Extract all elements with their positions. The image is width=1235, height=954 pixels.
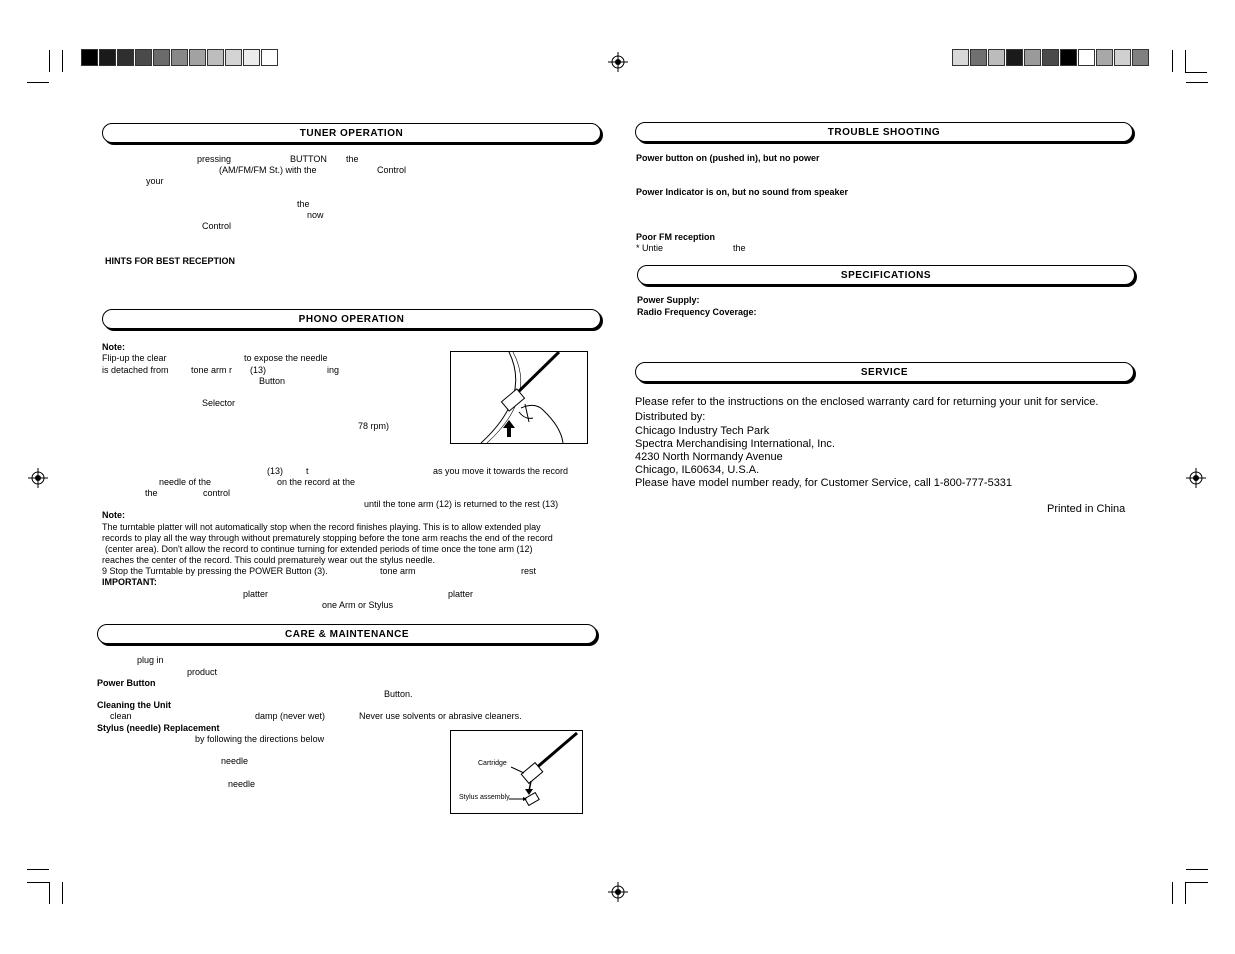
color-swatch <box>952 49 969 66</box>
color-swatch <box>1024 49 1041 66</box>
registration-mark-top <box>608 52 628 72</box>
care-text: needle <box>221 756 249 766</box>
care-text: Never use solvents or abrasive cleaners. <box>359 711 522 721</box>
phono-text: (13) <box>267 466 284 476</box>
tuner-text: Control <box>377 165 407 175</box>
phono-paragraph: reaches the center of the record. This could prematurely wear out the stylus needle. <box>102 555 436 565</box>
color-swatch <box>207 49 224 66</box>
stylus-replacement-heading: Stylus (needle) Replacement <box>97 723 220 733</box>
color-swatch <box>970 49 987 66</box>
tonearm-figure <box>451 352 587 443</box>
service-line: Please have model number ready, for Customer Service, call 1-800-777-5331 <box>635 477 1013 489</box>
phono-text: rest <box>521 566 537 576</box>
service-line: 4230 North Normandy Avenue <box>635 451 783 463</box>
service-line: Distributed by: <box>635 411 706 423</box>
color-swatch <box>1132 49 1149 66</box>
color-swatch <box>171 49 188 66</box>
tuner-text: Control <box>202 221 232 231</box>
care-maintenance-header: CARE & MAINTENANCE <box>97 624 597 644</box>
service-line: Chicago Industry Tech Park <box>635 425 770 437</box>
tuner-text: your <box>146 176 164 186</box>
trouble-text: * Untie <box>636 243 664 253</box>
phono-text: until the tone arm (12) is returned to the rest (13) <box>364 499 559 509</box>
color-swatch <box>189 49 206 66</box>
trouble-item: Power button on (pushed in), but no power <box>636 153 820 163</box>
phono-note-label: Note: <box>102 342 125 352</box>
phono-paragraph: (center area). Don't allow the record to continue turning for extended periods of time once the tone arm (12) <box>105 544 533 554</box>
care-text: clean <box>110 711 132 721</box>
color-swatch <box>1060 49 1077 66</box>
color-swatch <box>153 49 170 66</box>
color-swatch <box>261 49 278 66</box>
phono-text: tone arm r <box>191 365 233 375</box>
trouble-item: Poor FM reception <box>636 232 716 242</box>
phono-text: (13) <box>250 365 267 375</box>
phono-note-label: Note: <box>102 510 125 520</box>
care-text: by following the directions below <box>195 734 325 744</box>
tuner-text: the <box>346 154 359 164</box>
power-button-heading: Power Button <box>97 678 156 688</box>
care-text: plug in <box>137 655 164 665</box>
tuner-text: now <box>307 210 324 220</box>
color-swatch <box>1078 49 1095 66</box>
care-text: needle <box>228 779 256 789</box>
color-swatch <box>117 49 134 66</box>
tonearm-illustration <box>450 351 588 444</box>
spec-item: Radio Frequency Coverage: <box>637 307 757 317</box>
phono-text: Button <box>259 376 286 386</box>
hints-heading: HINTS FOR BEST RECEPTION <box>105 256 236 266</box>
cleaning-heading: Cleaning the Unit <box>97 700 171 710</box>
phono-text: t <box>306 466 309 476</box>
color-swatch <box>1114 49 1131 66</box>
spec-item: Power Supply: <box>637 295 700 305</box>
color-swatch <box>99 49 116 66</box>
phono-text: 78 rpm) <box>358 421 390 431</box>
stylus-assembly-label: Stylus assembly <box>459 794 510 801</box>
printed-in-label: Printed in China <box>1047 503 1126 515</box>
registration-mark-left <box>28 468 48 488</box>
phono-text: platter <box>243 589 269 599</box>
registration-mark-bottom <box>608 882 628 902</box>
tuner-text: BUTTON <box>290 154 327 164</box>
care-text: damp (never wet) <box>255 711 326 721</box>
phono-text: as you move it towards the record <box>433 466 569 476</box>
phono-text: one Arm or Stylus <box>322 600 394 610</box>
phono-operation-header: PHONO OPERATION <box>102 309 601 329</box>
tuner-text: pressing <box>197 154 232 164</box>
color-swatch <box>225 49 242 66</box>
phono-text: tone arm <box>380 566 416 576</box>
tuner-operation-header: TUNER OPERATION <box>102 123 601 143</box>
color-swatch <box>135 49 152 66</box>
phono-text: Selector <box>202 398 236 408</box>
tuner-text: (AM/FM/FM St.) with the <box>219 165 317 175</box>
trouble-text: the <box>733 243 746 253</box>
color-swatch <box>988 49 1005 66</box>
important-label: IMPORTANT: <box>102 577 157 587</box>
stylus-replacement-illustration <box>450 730 583 814</box>
phono-text: to expose the needle <box>244 353 328 363</box>
service-line: Please refer to the instructions on the enclosed warranty card for returning your unit for service. <box>635 396 1099 408</box>
phono-text: the <box>145 488 158 498</box>
phono-text: ing <box>327 365 340 375</box>
trouble-shooting-header: TROUBLE SHOOTING <box>635 122 1133 142</box>
phono-text: platter <box>448 589 474 599</box>
phono-text: control <box>203 488 231 498</box>
service-line: Spectra Merchandising International, Inc. <box>635 438 835 450</box>
color-swatch <box>243 49 260 66</box>
color-swatch <box>1006 49 1023 66</box>
phono-text: on the record at the <box>277 477 356 487</box>
care-text: Button. <box>384 689 413 699</box>
specifications-header: SPECIFICATIONS <box>637 265 1135 285</box>
phono-paragraph: 9 Stop the Turntable by pressing the POWER Button (3). <box>102 566 328 576</box>
phono-text: is detached from <box>102 365 169 375</box>
phono-text: Flip-up the clear <box>102 353 167 363</box>
phono-paragraph: The turntable platter will not automatically stop when the record finishes playing. This is to allow extended play <box>102 522 541 532</box>
care-text: product <box>187 667 218 677</box>
phono-paragraph: records to play all the way through without prematurely stopping before the tone arm reachs the end of the record <box>102 533 553 543</box>
phono-text: needle of the <box>159 477 212 487</box>
cartridge-label: Cartridge <box>478 760 507 767</box>
tuner-text: the <box>297 199 310 209</box>
color-swatch <box>81 49 98 66</box>
trouble-item: Power Indicator is on, but no sound from speaker <box>636 187 849 197</box>
registration-mark-right <box>1186 468 1206 488</box>
service-line: Chicago, IL60634, U.S.A. <box>635 464 760 476</box>
service-header: SERVICE <box>635 362 1134 382</box>
color-swatch <box>1042 49 1059 66</box>
color-swatch <box>1096 49 1113 66</box>
